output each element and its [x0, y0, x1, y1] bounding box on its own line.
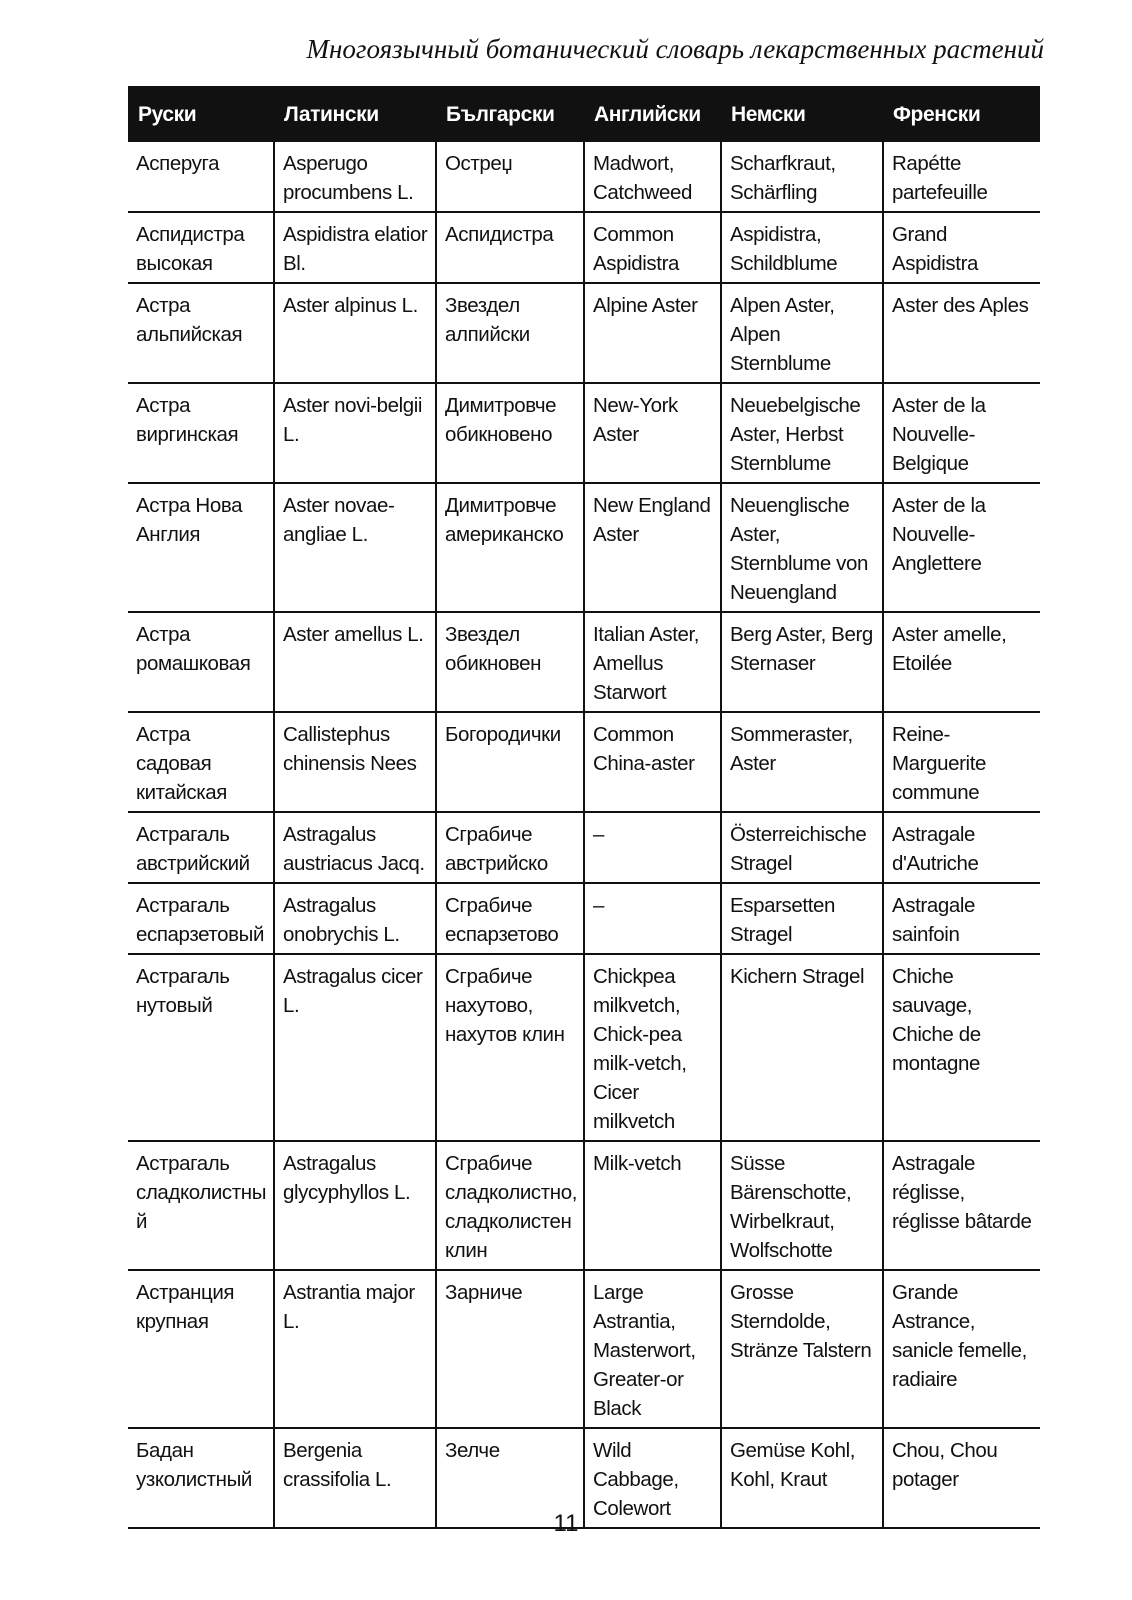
cell-german: Alpen Aster, Alpen Sternblume [721, 283, 883, 383]
cell-latin: Aster alpinus L. [274, 283, 436, 383]
cell-russian: Астрагаль еспарзетовый [128, 883, 274, 954]
cell-latin: Callistephus chinensis Nees [274, 712, 436, 812]
cell-french: Grand Aspidistra [883, 212, 1040, 283]
cell-french: Astragale d'Autriche [883, 812, 1040, 883]
column-header-russian: Руски [128, 86, 274, 142]
cell-latin: Aster novi-belgii L. [274, 383, 436, 483]
cell-russian: Астра виргинская [128, 383, 274, 483]
cell-bulgarian: Богородички [436, 712, 584, 812]
cell-bulgarian: Сграбиче еспарзетово [436, 883, 584, 954]
table-row [128, 812, 1040, 883]
cell-french: Chou, Chou potager [883, 1428, 1040, 1528]
cell-german: Grosse Sterndolde, Stränze Talstern [721, 1270, 883, 1428]
table-row [128, 383, 1040, 483]
cell-bulgarian: Сграбиче сладколистно, сладколистен клин [436, 1141, 584, 1270]
cell-german: Esparsetten Stragel [721, 883, 883, 954]
table-row [128, 712, 1040, 812]
cell-russian: Астрагаль нутовый [128, 954, 274, 1141]
column-header-german: Немски [721, 86, 883, 142]
table-body [128, 142, 1040, 1528]
cell-bulgarian: Димитровче американско [436, 483, 584, 612]
cell-english: New England Aster [584, 483, 721, 612]
cell-french: Aster des Aples [883, 283, 1040, 383]
cell-bulgarian: Звездел алпийски [436, 283, 584, 383]
cell-english: New-York Aster [584, 383, 721, 483]
cell-english: Alpine Aster [584, 283, 721, 383]
cell-russian: Бадан узколистный [128, 1428, 274, 1528]
table-row [128, 1141, 1040, 1270]
cell-german: Kichern Stragel [721, 954, 883, 1141]
cell-english: – [584, 883, 721, 954]
cell-bulgarian: Сграбиче австрийско [436, 812, 584, 883]
cell-german: Neuenglische Aster, Sternblume von Neuengland [721, 483, 883, 612]
table-row [128, 1270, 1040, 1428]
cell-french: Chiche sauvage, Chiche de montagne [883, 954, 1040, 1141]
cell-english: Large Astrantia, Masterwort, Greater-or Black [584, 1270, 721, 1428]
cell-english: Chickpea milkvetch, Chick-pea milk-vetch, Cicer milkvetch [584, 954, 721, 1141]
cell-latin: Astrantia major L. [274, 1270, 436, 1428]
cell-french: Rapétte partefeuille [883, 142, 1040, 212]
table-row [128, 483, 1040, 612]
cell-english: Madwort, Catchweed [584, 142, 721, 212]
dictionary-table [128, 86, 1040, 1529]
page-number: 11 [553, 1510, 579, 1537]
table-row [128, 212, 1040, 283]
column-header-latin: Латински [274, 86, 436, 142]
cell-english: – [584, 812, 721, 883]
cell-bulgarian: Сграбиче нахутово, нахутов клин [436, 954, 584, 1141]
cell-english: Wild Cabbage, Colewort [584, 1428, 721, 1528]
cell-latin: Aster novae-angliae L. [274, 483, 436, 612]
cell-french: Reine-Marguerite commune [883, 712, 1040, 812]
cell-bulgarian: Звездел обикновен [436, 612, 584, 712]
cell-german: Aspidistra, Schildblume [721, 212, 883, 283]
column-header-bulgarian: Български [436, 86, 584, 142]
cell-german: Gemüse Kohl, Kohl, Kraut [721, 1428, 883, 1528]
cell-russian: Астра садовая китайская [128, 712, 274, 812]
cell-german: Scharfkraut, Schärfling [721, 142, 883, 212]
cell-english: Italian Aster, Amellus Starwort [584, 612, 721, 712]
cell-bulgarian: Зарниче [436, 1270, 584, 1428]
column-header-french: Френски [883, 86, 1040, 142]
table-row [128, 142, 1040, 212]
cell-german: Süsse Bärenschotte, Wirbelkraut, Wolfschotte [721, 1141, 883, 1270]
cell-russian: Астрагаль сладколистный [128, 1141, 274, 1270]
cell-english: Common China-aster [584, 712, 721, 812]
cell-german: Österreichische Stragel [721, 812, 883, 883]
cell-german: Neuebelgische Aster, Herbst Sternblume [721, 383, 883, 483]
cell-latin: Aspidistra elatior Bl. [274, 212, 436, 283]
cell-french: Aster de la Nouvelle- Belgique [883, 383, 1040, 483]
table-row [128, 612, 1040, 712]
cell-russian: Астра ромашковая [128, 612, 274, 712]
cell-russian: Астрагаль австрийский [128, 812, 274, 883]
cell-bulgarian: Аспидистра [436, 212, 584, 283]
cell-latin: Aster amellus L. [274, 612, 436, 712]
cell-latin: Astragalus austriacus Jacq. [274, 812, 436, 883]
table-row [128, 283, 1040, 383]
cell-french: Aster de la Nouvelle- Anglettere [883, 483, 1040, 612]
cell-bulgarian: Остреџ [436, 142, 584, 212]
table-header [128, 86, 1040, 142]
cell-english: Common Aspidistra [584, 212, 721, 283]
header-row [128, 86, 1040, 142]
cell-latin: Astragalus glycyphyllos L. [274, 1141, 436, 1270]
cell-german: Sommeraster, Aster [721, 712, 883, 812]
cell-russian: Аспидистра высокая [128, 212, 274, 283]
cell-french: Aster amelle, Etoilée [883, 612, 1040, 712]
page-title: Многоязычный ботанический словарь лекарственных растений [306, 34, 1044, 64]
table-row [128, 954, 1040, 1141]
table-row [128, 883, 1040, 954]
cell-french: Grande Astrance, sanicle femelle, radiaire [883, 1270, 1040, 1428]
column-header-english: Английски [584, 86, 721, 142]
cell-russian: Астра Нова Англия [128, 483, 274, 612]
cell-latin: Bergenia crassifolia L. [274, 1428, 436, 1528]
cell-german: Berg Aster, Berg Sternaser [721, 612, 883, 712]
cell-french: Astragale sainfoin [883, 883, 1040, 954]
cell-english: Milk-vetch [584, 1141, 721, 1270]
cell-french: Astragale réglisse, réglisse bâtarde [883, 1141, 1040, 1270]
cell-bulgarian: Зелче [436, 1428, 584, 1528]
cell-latin: Astragalus cicer L. [274, 954, 436, 1141]
cell-latin: Astragalus onobrychis L. [274, 883, 436, 954]
cell-russian: Астра альпийская [128, 283, 274, 383]
cell-bulgarian: Димитровче обикновено [436, 383, 584, 483]
cell-russian: Астранция крупная [128, 1270, 274, 1428]
cell-russian: Асперуга [128, 142, 274, 212]
cell-latin: Asperugo procumbens L. [274, 142, 436, 212]
